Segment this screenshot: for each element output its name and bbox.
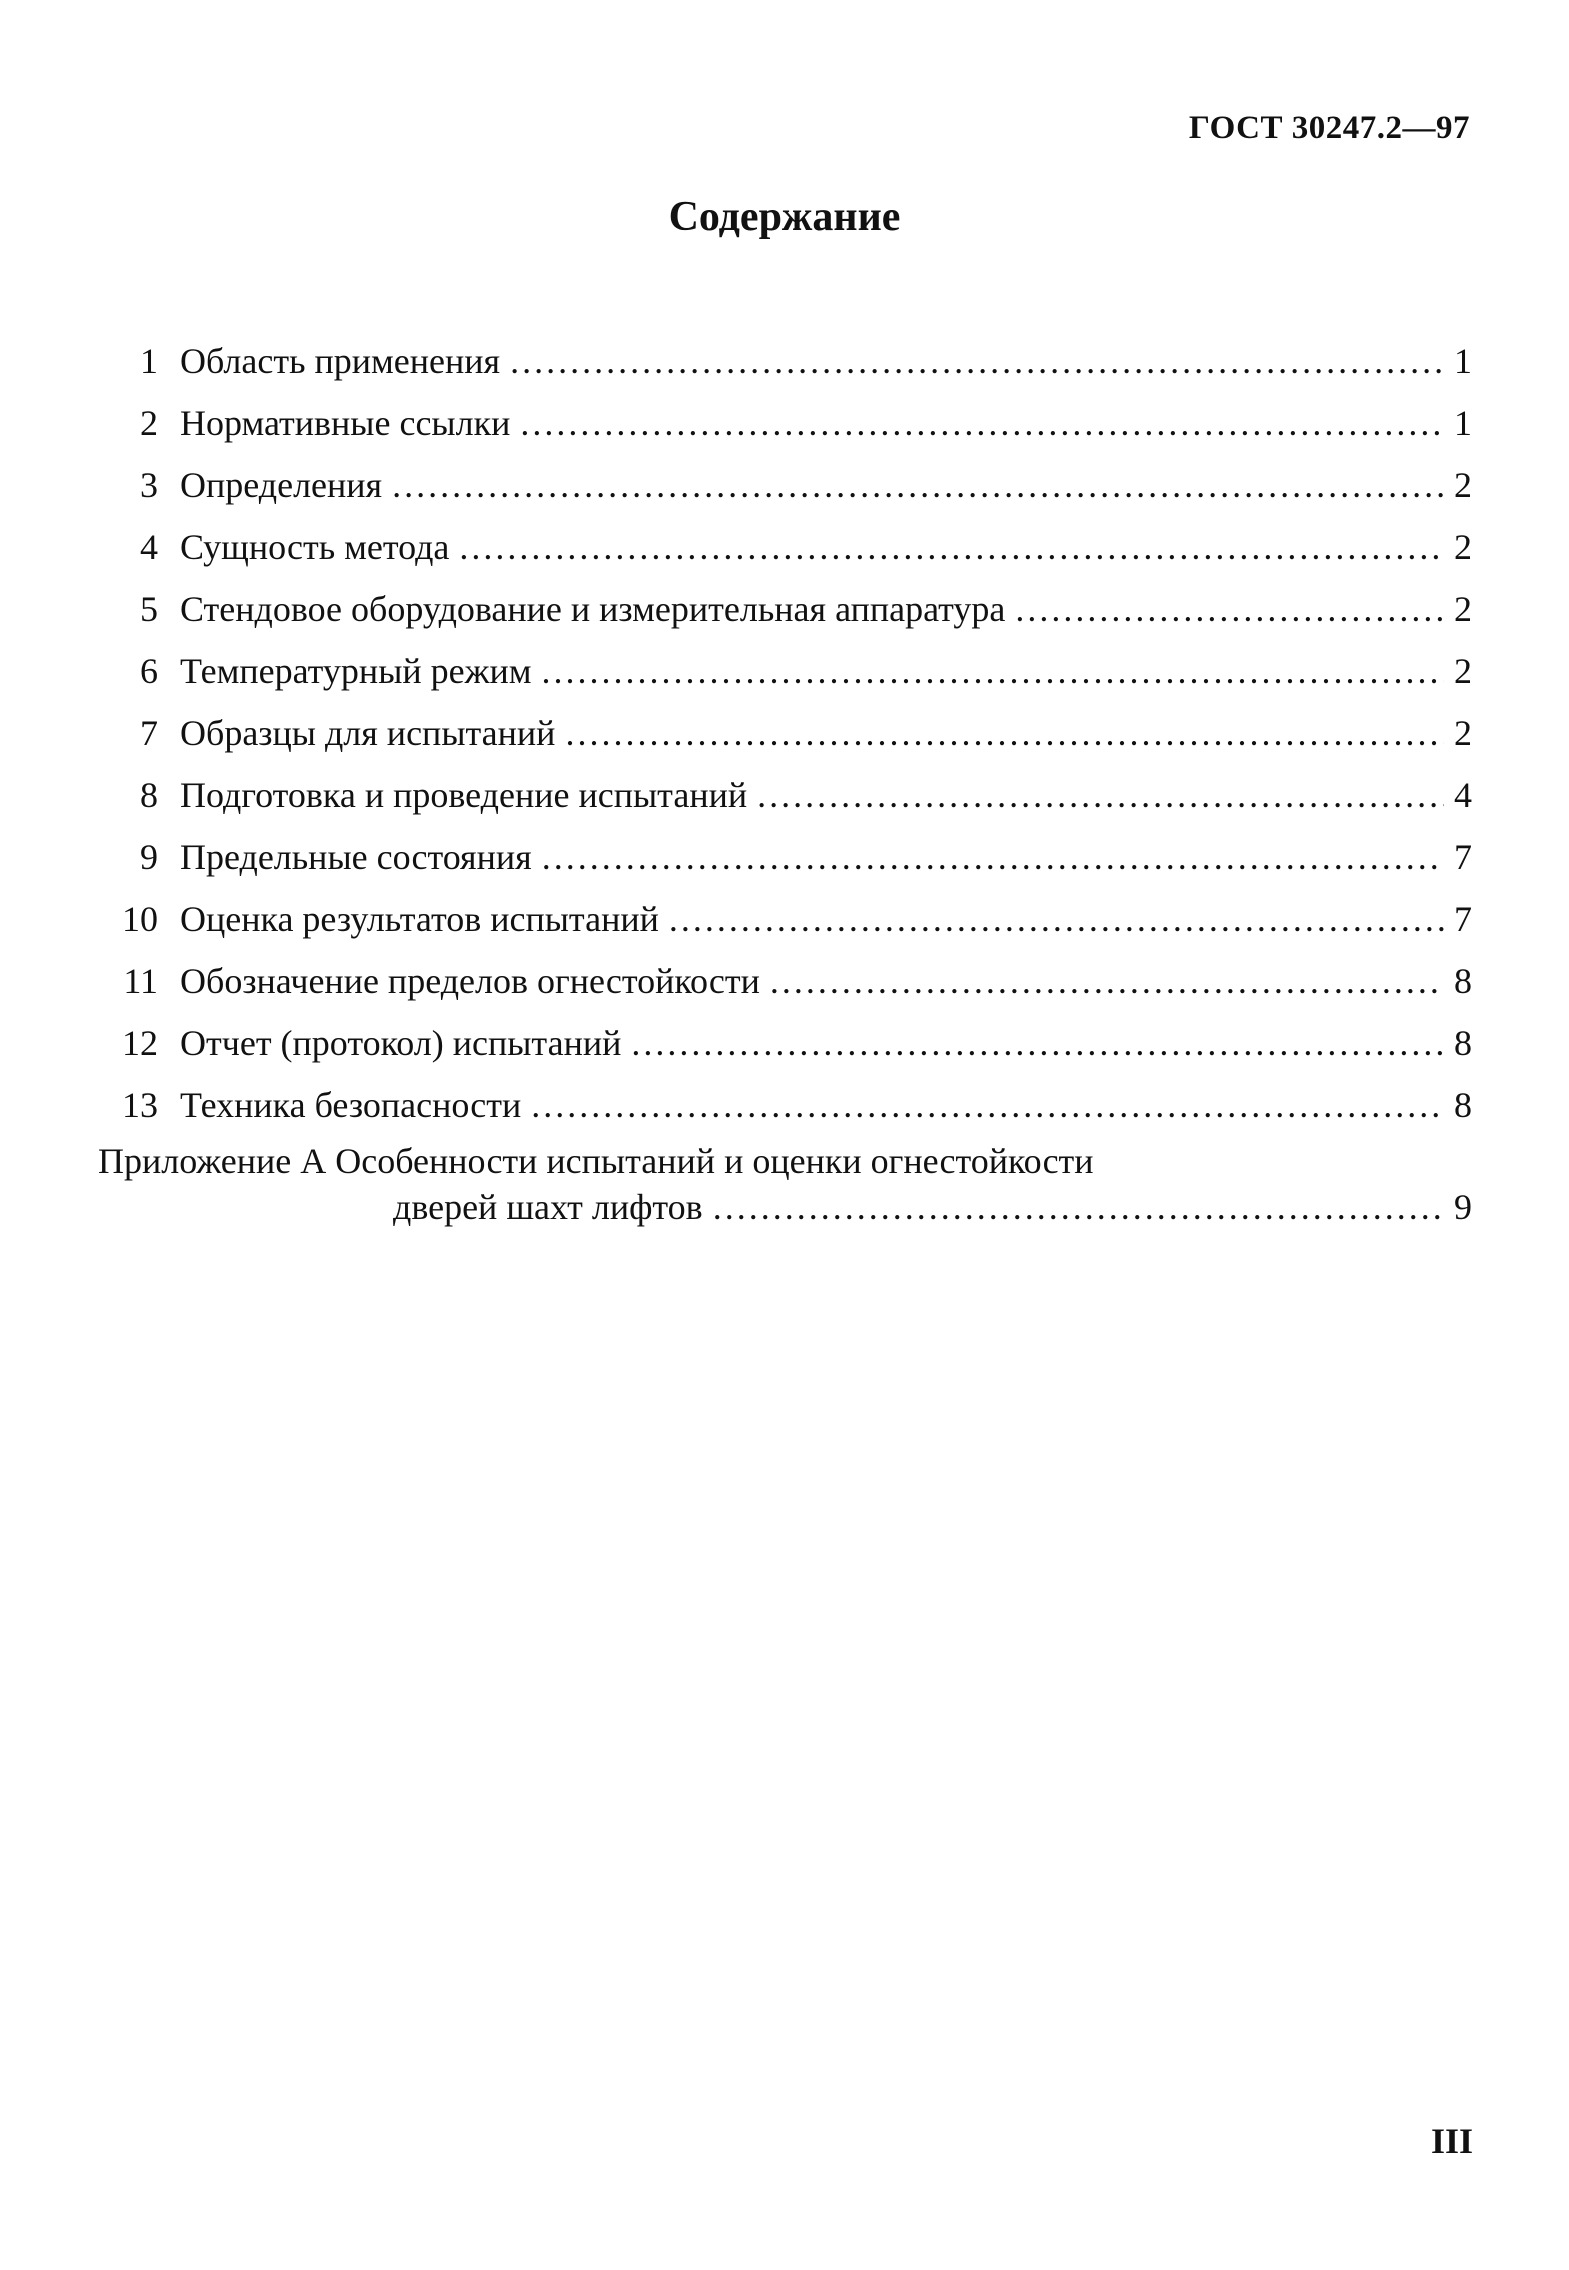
toc-item-page: 8: [1454, 1085, 1472, 1125]
toc-item-label: Стендовое оборудование и измерительная аппаратура: [180, 589, 1006, 629]
appendix-title-line-1: Особенности испытаний и оценки огнестойкости: [335, 1141, 1094, 1181]
toc-item-label: Техника безопасности: [180, 1085, 522, 1125]
toc-item-number: 2: [140, 403, 158, 443]
appendix-line-1: [98, 1138, 1472, 1184]
toc-leader-dots: [392, 454, 1444, 516]
toc-item: [98, 950, 1472, 1012]
page-number: III: [1430, 2121, 1473, 2161]
toc-item: [98, 392, 1472, 454]
toc-item-number: 3: [140, 465, 158, 505]
toc-item-page: 2: [1454, 651, 1472, 691]
toc-item-page: 7: [1454, 837, 1472, 877]
toc-item: [98, 330, 1472, 392]
toc-item: [98, 888, 1472, 950]
toc-item: [98, 1012, 1472, 1074]
toc-item-number: 6: [140, 651, 158, 691]
toc-leader-dots: [510, 330, 1444, 392]
toc-item-label: Определения: [180, 465, 383, 505]
toc-item: [98, 640, 1472, 702]
toc-item-page: 7: [1454, 899, 1472, 939]
toc-item: [98, 578, 1472, 640]
toc-item-page: 2: [1454, 527, 1472, 567]
toc-item-label: Температурный режим: [180, 651, 532, 691]
toc-item-number: 10: [122, 899, 158, 939]
toc-leader-dots: [520, 392, 1444, 454]
toc-item-page: 2: [1454, 465, 1472, 505]
toc-item-number: 7: [140, 713, 158, 753]
toc-appendix: [98, 1138, 1472, 1230]
appendix-prefix: Приложение А: [98, 1141, 327, 1181]
toc-item: [98, 764, 1472, 826]
toc-item-page: 1: [1454, 403, 1472, 443]
toc-item-page: 4: [1454, 775, 1472, 815]
appendix-line-2: [98, 1184, 1472, 1230]
toc-item: [98, 1074, 1472, 1136]
toc-item-number: 5: [140, 589, 158, 629]
toc-item-page: 2: [1454, 589, 1472, 629]
toc-item-label: Область применения: [180, 341, 501, 381]
toc-leader-dots: [542, 640, 1444, 702]
toc-leader-dots: [565, 702, 1444, 764]
toc-leader-dots: [713, 1184, 1444, 1230]
toc-item-number: 8: [140, 775, 158, 815]
toc-leader-dots: [757, 764, 1444, 826]
toc-item-number: 9: [140, 837, 158, 877]
toc-item-page: 1: [1454, 341, 1472, 381]
toc-item-label: Образцы для испытаний: [180, 713, 556, 753]
document-code: ГОСТ 30247.2—97: [1188, 110, 1470, 146]
toc-item-label: Подготовка и проведение испытаний: [180, 775, 748, 815]
toc-item-page: 8: [1454, 961, 1472, 1001]
toc-item-page: 2: [1454, 713, 1472, 753]
appendix-title-line-2: дверей шахт лифтов: [393, 1187, 703, 1227]
toc-item-number: 13: [122, 1085, 158, 1125]
toc-item: [98, 702, 1472, 764]
toc-item-page: 8: [1454, 1023, 1472, 1063]
toc-title: Содержание: [668, 194, 901, 240]
toc-item-label: Отчет (протокол) испытаний: [180, 1023, 622, 1063]
toc-item-number: 11: [123, 961, 158, 1001]
toc-item-number: 1: [140, 341, 158, 381]
toc-item: [98, 826, 1472, 888]
toc-leader-dots: [542, 826, 1444, 888]
toc-leader-dots: [770, 950, 1444, 1012]
toc-item: [98, 516, 1472, 578]
toc-item-number: 12: [122, 1023, 158, 1063]
table-of-contents: [98, 330, 1472, 1136]
toc-item-label: Обозначение пределов огнестойкости: [180, 961, 760, 1001]
toc-leader-dots: [631, 1012, 1444, 1074]
toc-leader-dots: [669, 888, 1444, 950]
toc-item-label: Сущность метода: [180, 527, 450, 567]
toc-item-label: Оценка результатов испытаний: [180, 899, 659, 939]
toc-item: [98, 454, 1472, 516]
toc-item-number: 4: [140, 527, 158, 567]
toc-item-label: Нормативные ссылки: [180, 403, 511, 443]
appendix-page: 9: [1454, 1187, 1472, 1227]
toc-leader-dots: [459, 516, 1444, 578]
toc-leader-dots: [1015, 578, 1444, 640]
toc-item-label: Предельные состояния: [180, 837, 532, 877]
toc-leader-dots: [531, 1074, 1444, 1136]
